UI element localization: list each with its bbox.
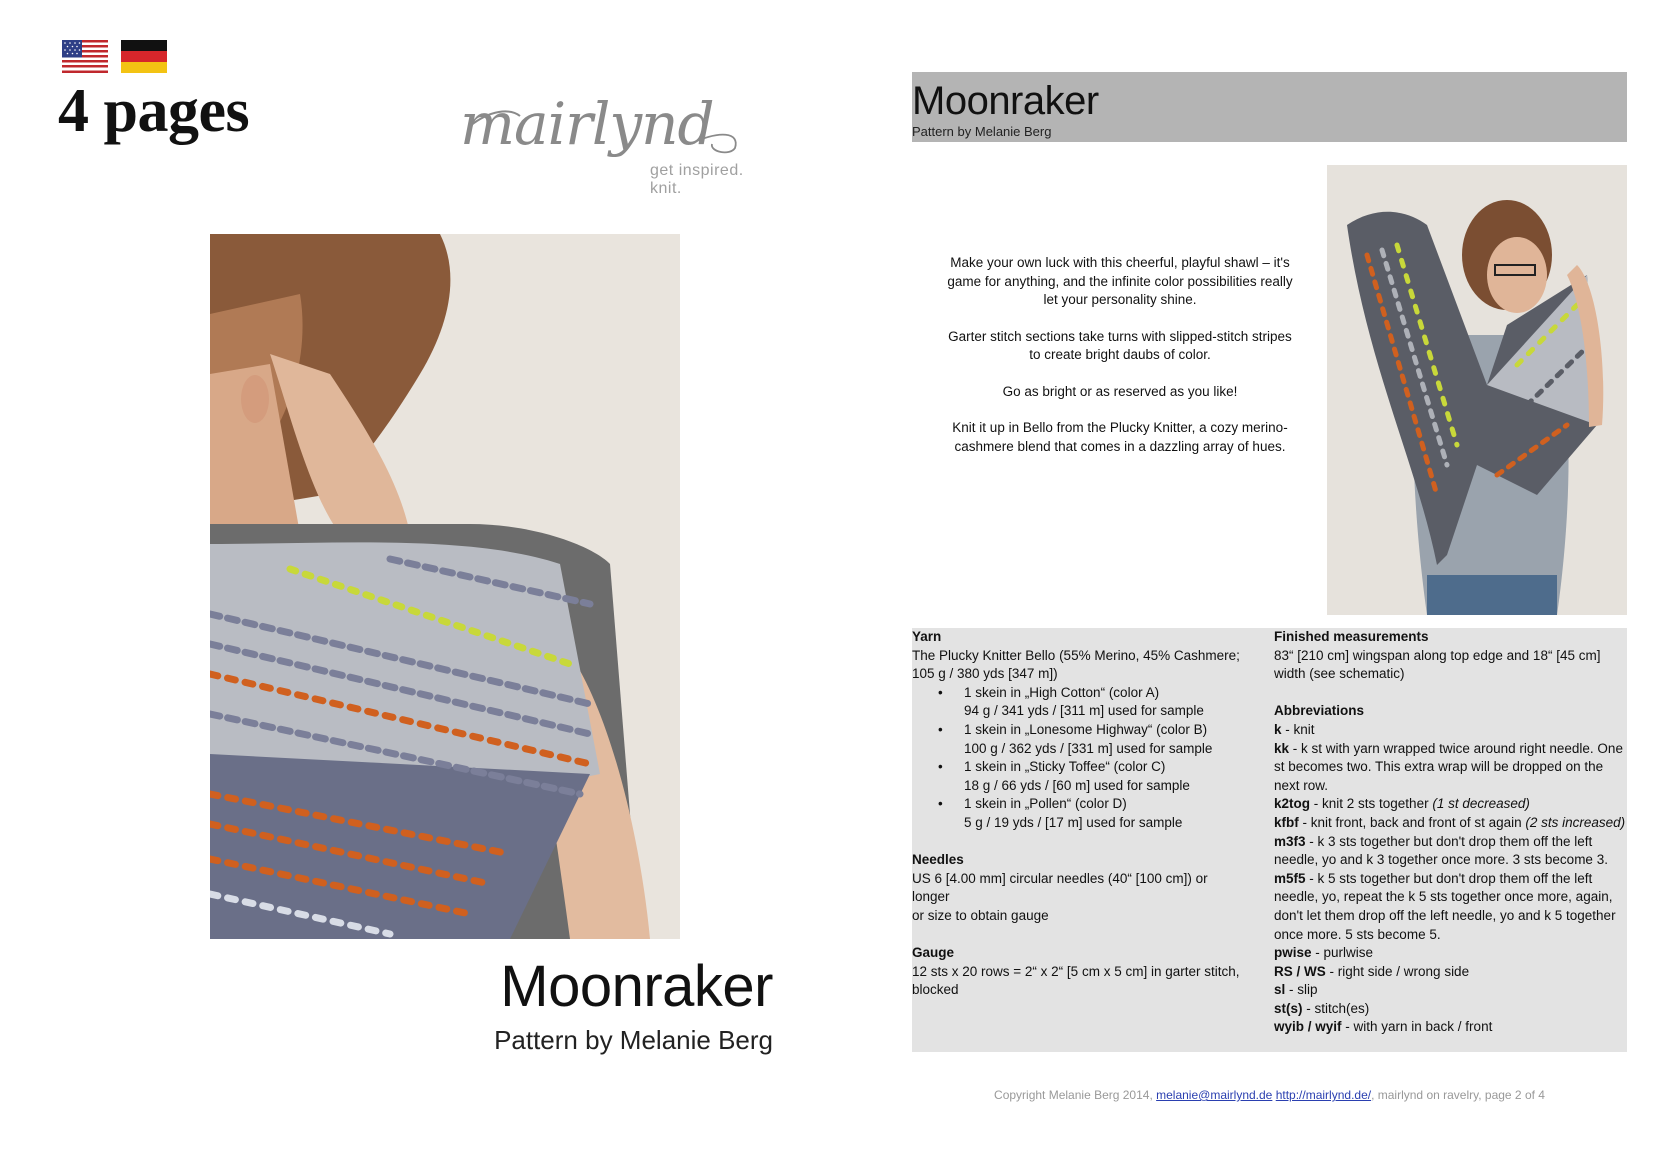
- abbreviation-text: - purlwise: [1311, 945, 1374, 961]
- abbreviation-item: [1274, 1018, 1627, 1037]
- yarn-skein: 1 skein in „High Cotton“ (color A): [964, 684, 1160, 700]
- abbreviation-note: (2 sts increased): [1525, 814, 1626, 830]
- shawl-front-photo: [1327, 165, 1627, 615]
- info-column-right: [1274, 628, 1627, 1037]
- abbreviation-key: RS / WS: [1274, 963, 1326, 979]
- intro-paragraph: Go as bright or as reserved as you like!: [1002, 383, 1238, 399]
- header-subtitle: Pattern by Melanie Berg: [912, 124, 1052, 139]
- page-footer: [912, 1088, 1627, 1102]
- yarn-used: 100 g / 362 yds / [331 m] used for sample: [964, 740, 1213, 756]
- footer-website-link[interactable]: http://mairlynd.de/: [1275, 1088, 1372, 1102]
- pattern-info-box: [912, 628, 1627, 1052]
- yarn-used: 94 g / 341 yds / [311 m] used for sample: [964, 703, 1204, 719]
- abbreviation-note: (1 st decreased): [1432, 796, 1530, 812]
- needles-line: or size to obtain gauge: [912, 907, 1049, 923]
- abbreviation-key: pwise: [1274, 945, 1312, 961]
- abbreviation-key: k: [1274, 721, 1282, 737]
- intro-paragraph: Knit it up in Bello from the Plucky Knitter, a cozy merino-cashmere blend that comes in a dazzling array of hues.: [952, 420, 1288, 454]
- yarn-used: 5 g / 19 yds / [17 m] used for sample: [964, 814, 1183, 830]
- intro-paragraph: Make your own luck with this cheerful, playful shawl – it's game for anything, and the infinite color possibilities really let your personality shine.: [947, 255, 1293, 307]
- abbreviation-key: m3f3: [1274, 833, 1306, 849]
- abbreviation-text: - knit: [1281, 721, 1315, 737]
- abbreviation-item: [1274, 981, 1627, 1000]
- abbreviation-item: [1274, 814, 1627, 833]
- bullet-icon: •: [938, 684, 943, 700]
- yarn-heading: Yarn: [912, 629, 942, 644]
- abbreviation-item: [1274, 795, 1627, 814]
- logo-tagline: get inspired. knit.: [650, 162, 744, 197]
- mairlynd-logo: [450, 90, 780, 197]
- yarn-used: 18 g / 66 yds / [60 m] used for sample: [964, 777, 1190, 793]
- abbreviation-key: st(s): [1274, 1000, 1303, 1016]
- yarn-skein: 1 skein in „Sticky Toffee“ (color C): [964, 759, 1166, 775]
- header-bar: [912, 72, 1627, 142]
- intro-paragraph: Garter stitch sections take turns with slipped-stitch stripes to create bright daubs of color.: [948, 328, 1292, 362]
- yarn-line: 105 g / 380 yds [347 m]): [912, 666, 1058, 682]
- finished-heading: Finished measurements: [1274, 629, 1429, 644]
- abbreviation-text: - k 5 sts together but don't drop them off the left needle, yo, repeat the k 5 sts together once more, again, don't let them drop off the left needle, yo and k 5 together once more. 5 sts become 5.: [1274, 870, 1616, 942]
- gauge-line: 12 sts x 20 rows = 2“ x 2“ [5 cm x 5 cm] in garter stitch,: [912, 963, 1240, 979]
- abbreviation-item: [1274, 1000, 1627, 1019]
- abbreviation-text: - knit front, back and front of st again: [1298, 814, 1526, 830]
- yarn-skein: 1 skein in „Pollen“ (color D): [964, 796, 1127, 812]
- yarn-item: [912, 758, 1262, 777]
- us-flag-icon: [62, 40, 108, 73]
- abbreviation-key: m5f5: [1274, 870, 1306, 886]
- bullet-icon: •: [938, 759, 943, 775]
- abbreviation-text: - with yarn in back / front: [1341, 1019, 1493, 1035]
- abbreviation-item: [1274, 833, 1627, 870]
- intro-text: [945, 254, 1295, 474]
- yarn-item: [912, 684, 1262, 703]
- footer-email-link[interactable]: melanie@mairlynd.de: [1156, 1088, 1273, 1102]
- page-count: 4 pages: [58, 77, 250, 145]
- bullet-icon: •: [938, 796, 943, 812]
- german-flag-icon: [121, 40, 167, 73]
- abbreviation-key: k2tog: [1274, 796, 1311, 812]
- finished-line: width (see schematic): [1274, 666, 1405, 682]
- needles-line: longer: [912, 889, 950, 905]
- abbreviation-key: wyib / wyif: [1274, 1019, 1342, 1035]
- abbreviation-key: sl: [1274, 982, 1286, 998]
- abbreviation-item: [1274, 963, 1627, 982]
- abbreviation-text: - k st with yarn wrapped twice around right needle. One st becomes two. This extra wrap will be dropped on the next row.: [1274, 740, 1623, 793]
- abbreviation-text: - knit 2 sts together: [1310, 796, 1433, 812]
- abbreviation-item: [1274, 721, 1627, 740]
- header-title: Moonraker: [912, 79, 1099, 123]
- left-pattern-title: Moonraker: [500, 954, 773, 1019]
- abbreviation-text: - slip: [1285, 982, 1318, 998]
- abbreviation-item: [1274, 740, 1627, 796]
- abbreviation-key: kfbf: [1274, 814, 1299, 830]
- yarn-item: [912, 795, 1262, 814]
- abbreviation-text: - stitch(es): [1302, 1000, 1370, 1016]
- abbreviation-text: - k 3 sts together but don't drop them off the left needle, yo and k 3 together once more. 3 sts become 3.: [1274, 833, 1608, 868]
- logo-script: mairlynd: [460, 90, 714, 158]
- left-pattern-author: Pattern by Melanie Berg: [494, 1025, 773, 1055]
- abbreviations-heading: Abbreviations: [1274, 703, 1365, 719]
- info-column-left: [912, 628, 1262, 1000]
- needles-heading: Needles: [912, 852, 964, 868]
- footer-copyright: Copyright Melanie Berg 2014,: [994, 1088, 1157, 1102]
- gauge-line: blocked: [912, 982, 959, 998]
- shawl-back-photo: [210, 234, 680, 939]
- bullet-icon: •: [938, 721, 943, 737]
- abbreviation-item: [1274, 944, 1627, 963]
- yarn-item: [912, 721, 1262, 740]
- abbreviation-text: - right side / wrong side: [1325, 963, 1470, 979]
- gauge-heading: Gauge: [912, 945, 955, 961]
- yarn-line: The Plucky Knitter Bello (55% Merino, 45% Cashmere;: [912, 647, 1240, 663]
- abbreviation-item: [1274, 870, 1627, 944]
- yarn-skein: 1 skein in „Lonesome Highway“ (color B): [964, 721, 1208, 737]
- footer-page-info: , mairlynd on ravelry, page 2 of 4: [1371, 1088, 1545, 1102]
- abbreviation-key: kk: [1274, 740, 1290, 756]
- finished-line: 83“ [210 cm] wingspan along top edge and 18“ [45 cm]: [1274, 647, 1601, 663]
- needles-line: US 6 [4.00 mm] circular needles (40“ [100 cm]) or: [912, 870, 1208, 886]
